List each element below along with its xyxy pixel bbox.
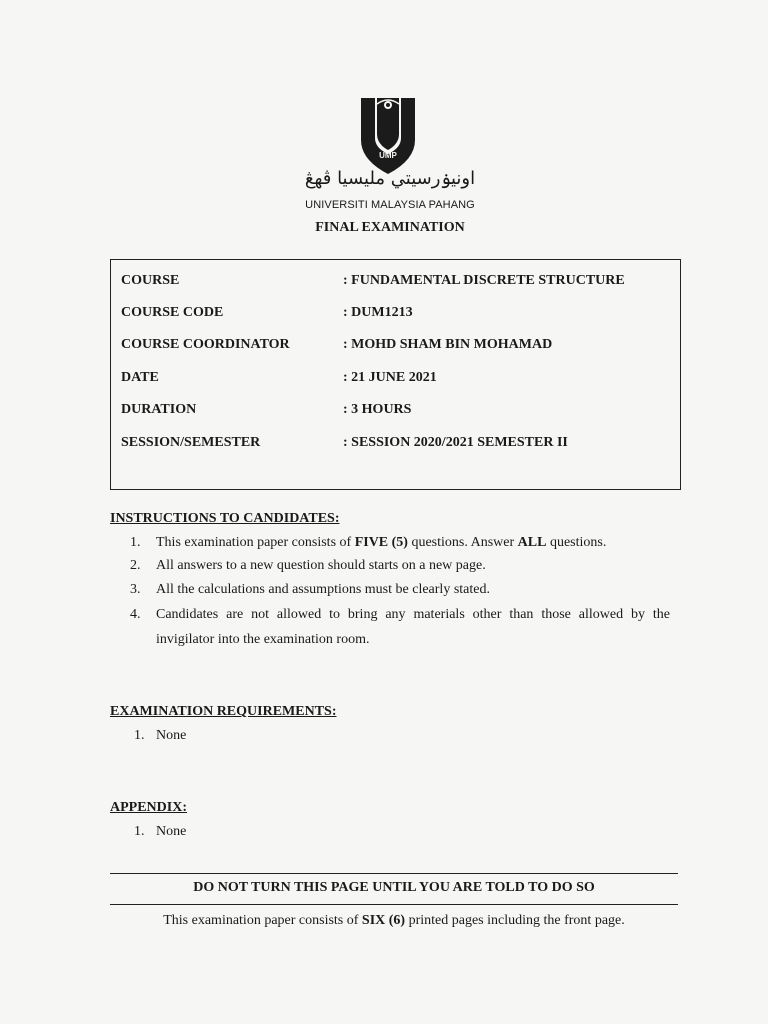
appendix-heading: APPENDIX: (110, 800, 187, 815)
appendix-item: None (156, 824, 187, 839)
instruction-item: This examination paper consists of FIVE (5) questions. Answer ALL questions. (156, 535, 607, 550)
info-value: : 3 HOURS (343, 402, 412, 417)
requirement-item: None (156, 728, 187, 743)
info-value: : 21 JUNE 2021 (343, 370, 437, 385)
info-value: : FUNDAMENTAL DISCRETE STRUCTURE (343, 273, 625, 288)
info-label: DURATION (121, 402, 197, 417)
do-not-turn-notice: DO NOT TURN THIS PAGE UNTIL YOU ARE TOLD TO DO SO (193, 880, 595, 895)
university-logo (355, 94, 421, 176)
info-value: : MOHD SHAM BIN MOHAMAD (343, 337, 553, 352)
instructions-heading: INSTRUCTIONS TO CANDIDATES: (110, 511, 340, 526)
university-name: UNIVERSITI MALAYSIA PAHANG (305, 199, 475, 211)
logo-text: UMP (379, 151, 397, 160)
exam-title: FINAL EXAMINATION (315, 220, 465, 235)
top-divider (110, 873, 678, 874)
info-value: : DUM1213 (343, 305, 413, 320)
instruction-item-continued: invigilator into the examination room. (156, 632, 370, 647)
info-label: DATE (121, 370, 159, 385)
info-label: COURSE (121, 273, 180, 288)
instruction-number: 3. (130, 582, 141, 597)
instruction-item: All the calculations and assumptions must be clearly stated. (156, 582, 490, 597)
instruction-item: All answers to a new question should starts on a new page. (156, 558, 486, 573)
info-label: COURSE CODE (121, 305, 224, 320)
bottom-divider (110, 904, 678, 905)
instruction-number: 1. (130, 535, 141, 550)
info-label: COURSE COORDINATOR (121, 337, 290, 352)
instruction-number: 4. (130, 607, 141, 622)
page-count-footer: This examination paper consists of SIX (6) printed pages including the front page. (163, 913, 625, 928)
instruction-item: Candidates are not allowed to bring any materials other than those allowed by the (156, 607, 670, 622)
requirements-heading: EXAMINATION REQUIREMENTS: (110, 704, 337, 719)
info-value: : SESSION 2020/2021 SEMESTER II (343, 435, 568, 450)
course-info-box (110, 259, 681, 490)
arabic-university-name: اونيۏرسيتي مليسيا ڤهڠ (304, 168, 476, 189)
instruction-number: 2. (130, 558, 141, 573)
info-label: SESSION/SEMESTER (121, 435, 261, 450)
appendix-number: 1. (134, 824, 145, 839)
requirement-number: 1. (134, 728, 145, 743)
